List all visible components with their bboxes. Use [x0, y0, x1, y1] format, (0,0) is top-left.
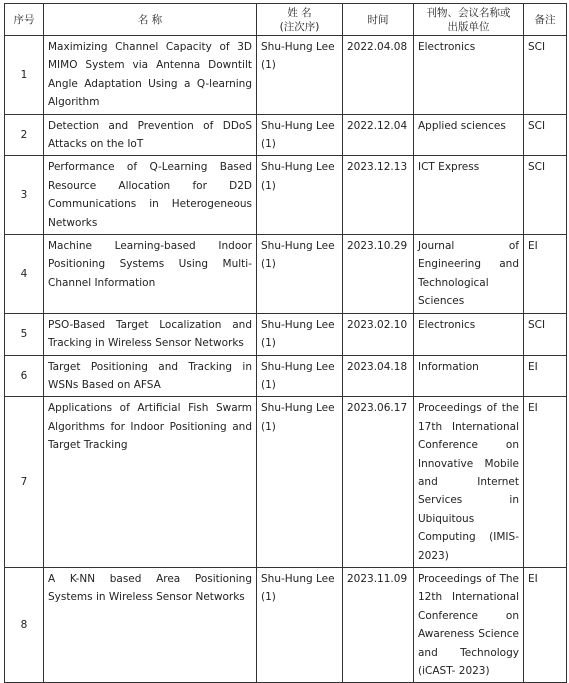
row-time: 2023.06.17 — [343, 397, 414, 568]
row-index: 6 — [5, 355, 44, 397]
row-author: Shu-Hung Lee (1) — [257, 114, 343, 156]
row-index: 8 — [5, 567, 44, 682]
header-index: 序号 — [5, 4, 44, 36]
row-author: Shu-Hung Lee (1) — [257, 355, 343, 397]
row-venue: Applied sciences — [414, 114, 524, 156]
row-index: 3 — [5, 156, 44, 235]
header-venue-line1: 刊物、会议名称或 — [426, 6, 511, 19]
row-index: 2 — [5, 114, 44, 156]
row-title: Detection and Prevention of DDoS Attacks on the IoT — [44, 114, 257, 156]
row-author: Shu-Hung Lee (1) — [257, 156, 343, 235]
row-title: A K-NN based Area Positioning Systems in Wireless Sensor Networks — [44, 567, 257, 682]
row-note: SCI — [524, 313, 567, 355]
header-author-line2: (注次序) — [279, 20, 320, 33]
row-note: EI — [524, 567, 567, 682]
row-time: 2023.04.18 — [343, 355, 414, 397]
row-author: Shu-Hung Lee (1) — [257, 313, 343, 355]
publication-table — [4, 3, 567, 683]
row-time: 2023.02.10 — [343, 313, 414, 355]
row-note: SCI — [524, 156, 567, 235]
table-row — [5, 397, 567, 568]
row-title: Performance of Q-Learning Based Resource Allocation for D2D Communications in Heterogeneous Networks — [44, 156, 257, 235]
row-author: Shu-Hung Lee (1) — [257, 235, 343, 314]
table-row — [5, 36, 567, 115]
header-title: 名 称 — [44, 4, 257, 36]
row-title: PSO-Based Target Localization and Tracking in Wireless Sensor Networks — [44, 313, 257, 355]
row-author: Shu-Hung Lee (1) — [257, 36, 343, 115]
table-row — [5, 567, 567, 682]
row-venue: Electronics — [414, 36, 524, 115]
header-venue — [414, 4, 524, 36]
row-venue: Electronics — [414, 313, 524, 355]
table-row — [5, 313, 567, 355]
row-venue: Journal of Engineering and Technological Sciences — [414, 235, 524, 314]
row-title: Maximizing Channel Capacity of 3D MIMO System via Antenna Downtilt Angle Adaptation Using a Q-learning Algorithm — [44, 36, 257, 115]
header-author — [257, 4, 343, 36]
row-note: EI — [524, 355, 567, 397]
table-row — [5, 156, 567, 235]
row-index: 1 — [5, 36, 44, 115]
header-author-line1: 姓 名 — [287, 6, 312, 19]
row-time: 2023.11.09 — [343, 567, 414, 682]
row-venue: ICT Express — [414, 156, 524, 235]
table-row — [5, 355, 567, 397]
row-index: 4 — [5, 235, 44, 314]
row-note: SCI — [524, 114, 567, 156]
row-author: Shu-Hung Lee (1) — [257, 397, 343, 568]
header-note: 备注 — [524, 4, 567, 36]
row-title: Applications of Artificial Fish Swarm Algorithms for Indoor Positioning and Target Tracking — [44, 397, 257, 568]
table-row — [5, 235, 567, 314]
header-venue-line2: 出版单位 — [447, 20, 490, 33]
row-time: 2023.12.13 — [343, 156, 414, 235]
row-index: 5 — [5, 313, 44, 355]
row-venue: Information — [414, 355, 524, 397]
row-title: Target Positioning and Tracking in WSNs Based on AFSA — [44, 355, 257, 397]
table-row — [5, 114, 567, 156]
row-title: Machine Learning-based Indoor Positioning Systems Using Multi-Channel Information — [44, 235, 257, 314]
row-venue: Proceedings of The 12th International Conference on Awareness Science and Technology (iCAST- 2023) — [414, 567, 524, 682]
row-time: 2022.12.04 — [343, 114, 414, 156]
header-row — [5, 4, 567, 36]
row-venue: Proceedings of the 17th International Conference on Innovative Mobile and Internet Services in Ubiquitous Computing (IMIS-2023) — [414, 397, 524, 568]
row-index: 7 — [5, 397, 44, 568]
row-note: EI — [524, 397, 567, 568]
row-author: Shu-Hung Lee (1) — [257, 567, 343, 682]
header-time: 时间 — [343, 4, 414, 36]
row-time: 2022.04.08 — [343, 36, 414, 115]
row-time: 2023.10.29 — [343, 235, 414, 314]
row-note: EI — [524, 235, 567, 314]
row-note: SCI — [524, 36, 567, 115]
